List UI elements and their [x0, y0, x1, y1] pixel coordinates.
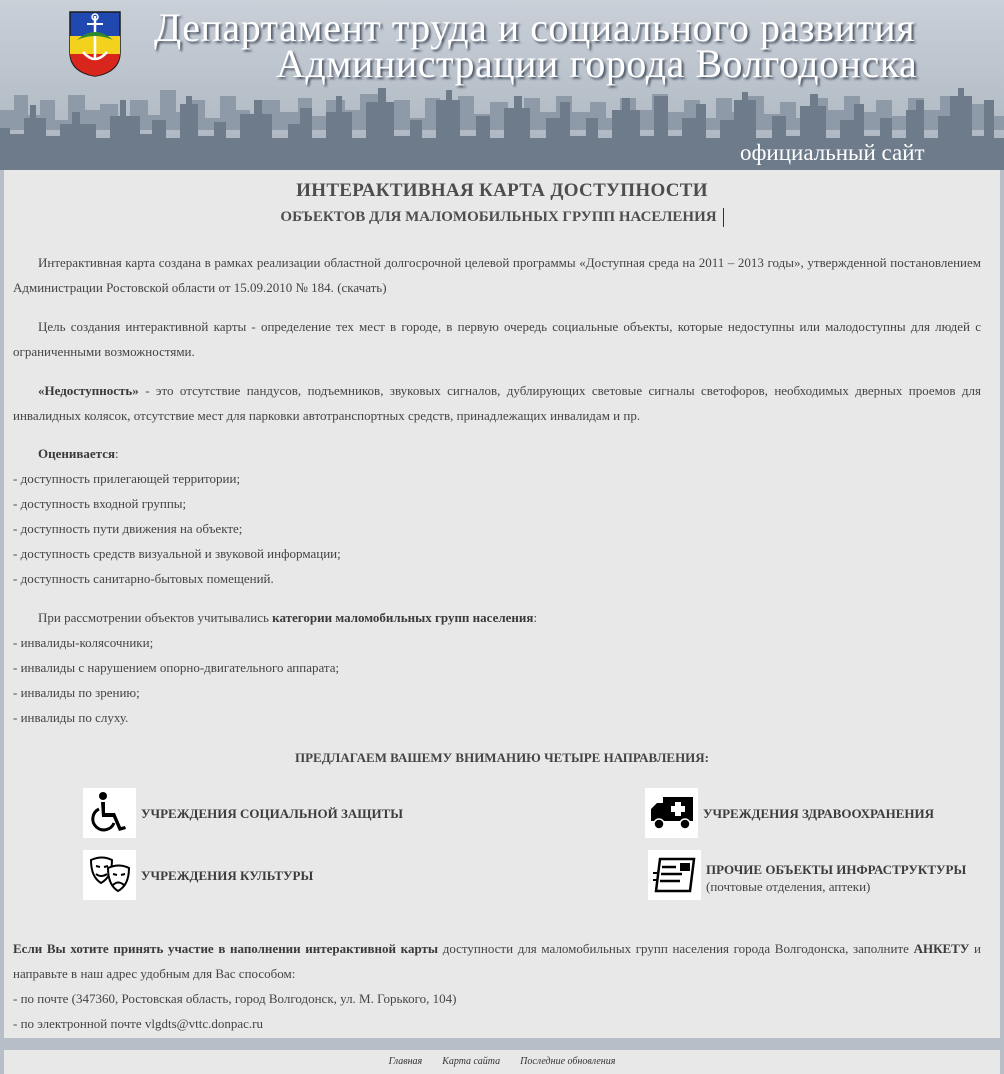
direction-other-title[interactable]: ПРОЧИЕ ОБЪЕКТЫ ИНФРАСТРУКТУРЫ — [706, 862, 967, 877]
wheelchair-icon[interactable] — [83, 788, 136, 838]
footer-link-home[interactable]: Главная — [388, 1056, 423, 1067]
category-item: - инвалиды по зрению; — [13, 685, 140, 700]
direction-health-label[interactable]: УЧРЕЖДЕНИЯ ЗДРАВООХРАНЕНИЯ — [703, 806, 935, 821]
assessed-label: Оценивается — [38, 446, 115, 461]
anketa-link[interactable]: АНКЕТУ — [913, 941, 970, 956]
participate-text: доступности для маломобильных групп населения города Волгодонска, заполните — [438, 941, 914, 956]
site-footer — [4, 1050, 1000, 1074]
page-title: ИНТЕРАКТИВНАЯ КАРТА ДОСТУПНОСТИ — [296, 180, 708, 201]
ambulance-icon[interactable] — [645, 788, 698, 838]
contact-mail: - по почте (347360, Ростовская область, город Волгодонск, ул. М. Горького, 104) — [13, 991, 457, 1006]
inaccessibility-text: - это отсутствие пандусов, подъемников, звуковых сигналов, дублирующих световые сигналы светофоров, необходимых дверных проемов для инвалидных колясок, отсутствие мест для парковки автотранспортных средств, принадлежащих инвалидам и пр. — [13, 383, 981, 423]
assessed-item: - доступность пути движения на объекте; — [13, 521, 243, 536]
assessed-colon: : — [115, 446, 119, 461]
download-link[interactable]: (скачать) — [337, 280, 387, 295]
directions-title: ПРЕДЛАГАЕМ ВАШЕМУ ВНИМАНИЮ ЧЕТЫРЕ НАПРАВЛЕНИЯ: — [294, 750, 710, 765]
assessed-item: - доступность прилегающей территории; — [13, 471, 241, 486]
theatre-masks-icon[interactable] — [83, 850, 136, 900]
assessed-item: - доступность входной группы; — [13, 496, 187, 511]
participate-bold: Если Вы хотите принять участие в наполнении интерактивной карты — [13, 941, 439, 956]
direction-social[interactable] — [83, 788, 403, 838]
categories-colon: : — [533, 610, 538, 625]
page-subtitle — [4, 208, 1000, 227]
document-icon[interactable] — [648, 850, 701, 900]
direction-culture-label[interactable]: УЧРЕЖДЕНИЯ КУЛЬТУРЫ — [141, 868, 314, 883]
footer-link-updates[interactable]: Последние обновления — [520, 1056, 616, 1067]
site-title-line2: Администрации города Волгодонска — [276, 41, 918, 86]
categories-pre: При рассмотрении объектов учитывались — [38, 610, 273, 625]
assessed-item: - доступность санитарно-бытовых помещений. — [13, 571, 274, 586]
site-title-line1: Департамент труда и социального развития — [154, 5, 916, 50]
inaccessibility-paragraph — [13, 378, 981, 428]
text-cursor — [723, 208, 724, 227]
direction-social-label[interactable]: УЧРЕЖДЕНИЯ СОЦИАЛЬНОЙ ЗАЩИТЫ — [141, 806, 404, 821]
page-subtitle-text: ОБЪЕКТОВ ДЛЯ МАЛОМОБИЛЬНЫХ ГРУПП НАСЕЛЕНИЯ — [280, 208, 717, 225]
coat-of-arms-logo — [68, 10, 122, 78]
inaccessibility-term: «Недоступность» — [38, 383, 139, 398]
direction-other-sub: (почтовые отделения, аптеки) — [706, 879, 871, 894]
direction-health[interactable] — [645, 788, 934, 838]
category-item: - инвалиды-колясочники; — [13, 635, 154, 650]
direction-other-label[interactable] — [706, 861, 966, 895]
official-site-label: официальный сайт — [740, 140, 925, 165]
categories-heading — [38, 610, 537, 626]
footer-link-sitemap[interactable]: Карта сайта — [442, 1056, 501, 1067]
intro-text: Интерактивная карта создана в рамках реализации областной долгосрочной целевой программы «Доступная среда на 2011 – 2013 годы», утвержденной постановлением Администрации Ростовской области от 15.09.2010 № 184. — [13, 255, 981, 295]
categories-bold: категории маломобильных групп населения — [272, 610, 534, 625]
intro-paragraph — [13, 250, 981, 300]
category-item: - инвалиды с нарушением опорно-двигательного аппарата; — [13, 660, 340, 675]
participate-paragraph — [13, 936, 981, 986]
main-content — [4, 170, 1000, 1038]
participate-end: и направьте в наш адрес удобным для Вас способом: — [13, 941, 981, 981]
goal-paragraph: Цель создания интерактивной карты - определение тех мест в городе, в первую очередь социальные объекты, которые недоступны или малодоступны для людей с ограниченными возможностями. — [13, 319, 981, 359]
contact-email: - по электронной почте vlgdts@vttc.donpac.ru — [13, 1016, 263, 1031]
direction-other[interactable] — [648, 850, 966, 900]
assessed-heading — [38, 446, 119, 462]
direction-culture[interactable] — [83, 850, 313, 900]
category-item: - инвалиды по слуху. — [13, 710, 129, 725]
assessed-item: - доступность средств визуальной и звуковой информации; — [13, 546, 341, 561]
site-header — [0, 0, 1004, 170]
